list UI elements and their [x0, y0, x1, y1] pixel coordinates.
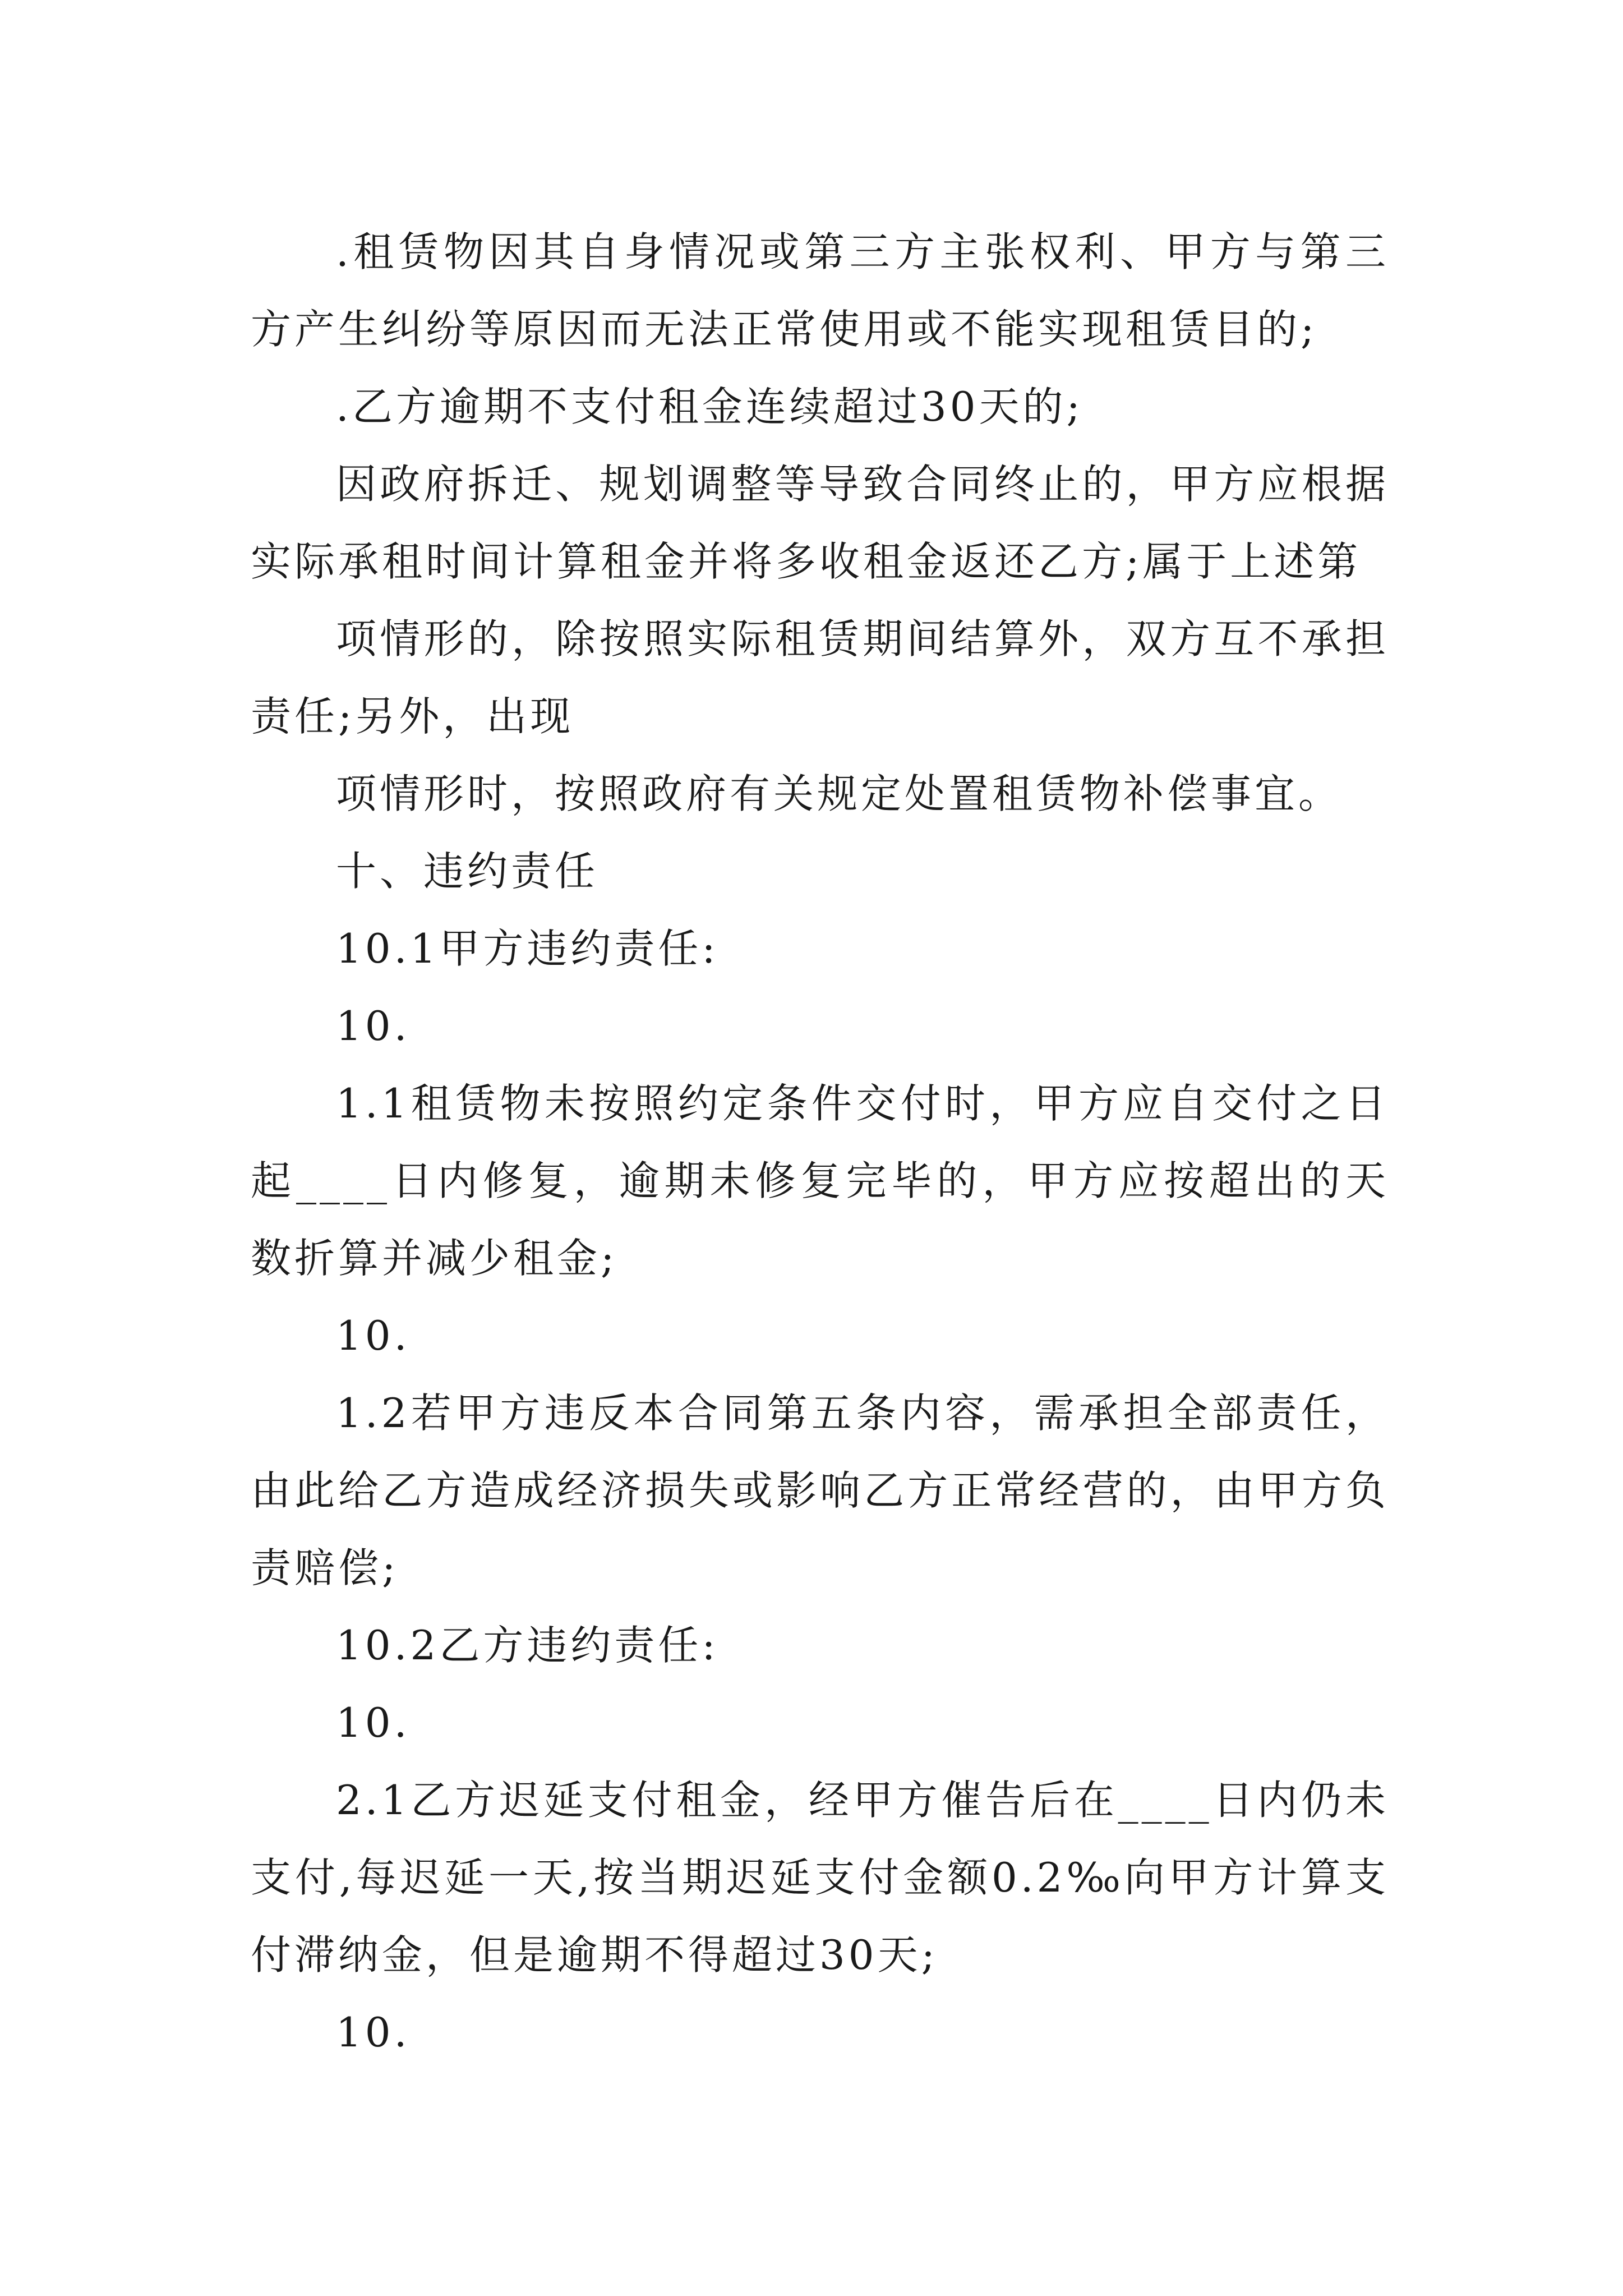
clause-number: 10.: [336, 1699, 411, 1746]
paragraph: .乙方逾期不支付租金连续超过30天的;: [336, 383, 1083, 430]
clause-number: 10.: [336, 1312, 411, 1359]
clause-heading: 10.1甲方违约责任:: [336, 925, 719, 972]
paragraph: 1.1租赁物未按照约定条件交付时，甲方应自交付之日起____日内修复，逾期未修复完毕的，甲方应按超出的天数折算并减少租金;: [251, 1080, 1389, 1282]
clause-heading: 10.2乙方违约责任:: [336, 1622, 719, 1669]
paragraph: 因政府拆迁、规划调整等导致合同终止的，甲方应根据实际承租时间计算租金并将多收租金返还乙方;属于上述第: [251, 461, 1389, 585]
paragraph: 项情形时，按照政府有关规定处置租赁物补偿事宜。: [336, 770, 1343, 817]
paragraph: .租赁物因其自身情况或第三方主张权利、甲方与第三方产生纠纷等原因而无法正常使用或不能实现租赁目的;: [251, 228, 1389, 353]
section-heading: 十、违约责任: [336, 848, 599, 895]
paragraph: 项情形的，除按照实际租赁期间结算外，双方互不承担责任;另外，出现: [251, 615, 1389, 740]
clause-number: 10.: [336, 2009, 411, 2056]
paragraph: 1.2若甲方违反本合同第五条内容，需承担全部责任，由此给乙方造成经济损失或影响乙方正常经营的，由甲方负责赔偿;: [251, 1389, 1389, 1591]
paragraph: 2.1乙方迟延支付租金，经甲方催告后在____日内仍未支付,每迟延一天,按当期迟延支付金额0.2‰向甲方计算支付滞纳金，但是逾期不得超过30天;: [251, 1777, 1389, 1978]
clause-number: 10.: [336, 1002, 411, 1050]
document-body: [251, 213, 1389, 2071]
